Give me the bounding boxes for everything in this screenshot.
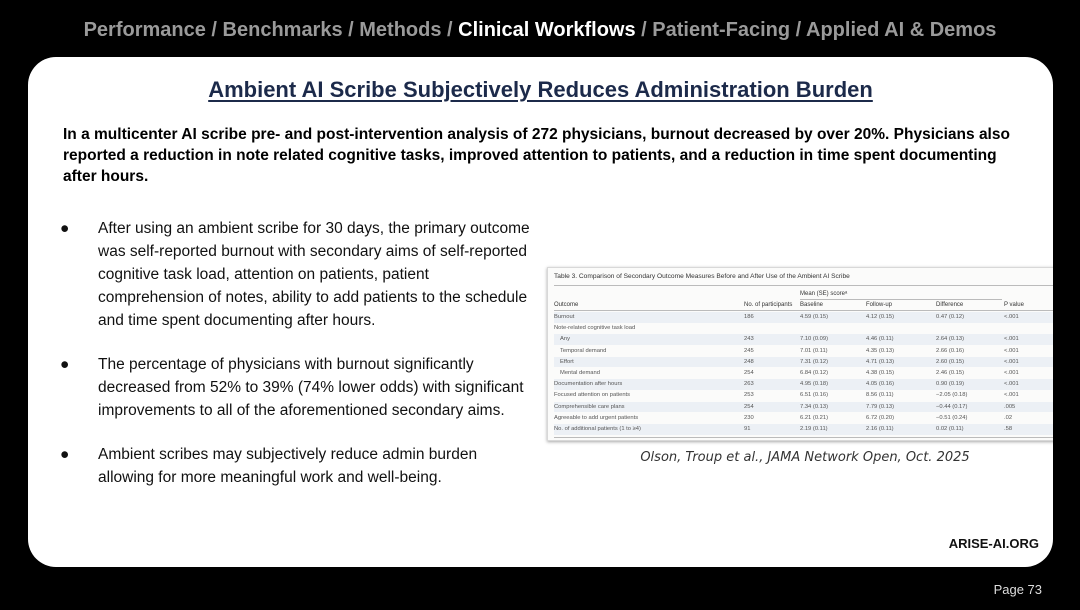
table-cell: <.001 [1004,314,1019,320]
table-cell: Effort [560,358,574,365]
table-row [554,379,1053,390]
table-cell: 6.51 (0.16) [800,392,829,399]
table-rule [800,299,1002,300]
nav-separator: / [790,19,807,41]
nav-separator: / [205,19,223,41]
bullet-icon: ● [60,220,70,237]
table-row [554,323,1053,334]
table-cell: Any [560,336,570,343]
nav-item-clinical-workflows[interactable]: Clinical Workflows [458,19,636,41]
summary-text: In a multicenter AI scribe pre- and post-intervention analysis of 272 physicians, burnout decreased by over 20%. Physicians also reported a reduction in note related cognitive tasks, improved attention to patients, and a reduction in time spent documenting after hours. [63,126,1010,185]
bullet-text: Ambient scribes may subjectively reduce admin burden allowing for more meaningful work and well-being. [98,446,478,486]
table-cell: Burnout [554,314,575,320]
table-cell: 2.16 (0.11) [866,426,894,432]
results-table-figure [547,267,1053,441]
table-cell: <.001 [1004,347,1019,354]
page-number: Page 73 [993,582,1042,597]
table-cell: 245 [744,347,754,354]
citation: Olson, Troup et al., JAMA Network Open, Oct. 2025 [640,450,970,465]
table-cell: 4.71 (0.13) [866,358,895,365]
table-cell: Temporal demand [560,347,607,354]
table-cell: 2.19 (0.11) [800,426,828,432]
table-row [554,368,1053,379]
table-header-cell: Baseline [800,302,824,308]
table-cell: 0.47 (0.12) [936,314,965,320]
table-cell: 4.12 (0.15) [866,314,895,320]
table-row [554,357,1053,368]
slide-title: Ambient AI Scribe Subjectively Reduces Administration Burden [208,77,873,102]
nav-separator: / [635,19,653,41]
table-cell: 6.21 (0.21) [800,414,829,421]
table-header-cell: No. of participants [744,302,793,308]
table-cell: <.001 [1004,336,1019,343]
table-cell: .005 [1004,403,1016,410]
table-cell: −0.51 (0.24) [936,414,968,421]
bullet-item [60,353,530,422]
table-cell: Documentation after hours [554,381,623,388]
table-cell: 0.02 (0.11) [936,426,964,432]
nav-item-performance[interactable]: Performance [83,19,206,41]
table-cell: 2.46 (0.15) [936,370,965,376]
table-cell: 6.72 (0.20) [866,414,895,421]
table-row [554,390,1053,401]
table-cell: 8.56 (0.11) [866,392,894,399]
nav-separator: / [441,19,459,41]
table-cell: 263 [744,381,754,388]
table-row [554,346,1053,357]
table-cell: 4.38 (0.15) [866,370,895,376]
table-cell: 253 [744,392,754,399]
table-cell: 2.64 (0.13) [936,336,965,343]
table-cell: 254 [744,370,754,376]
table-header-cell: Outcome [554,302,579,308]
bullet-text: The percentage of physicians with burnout significantly decreased from 52% to 39% (74% lower odds) with significant improvements to all of the aforementioned secondary aims. [98,356,524,419]
table-row [554,413,1053,424]
table-cell: 91 [744,426,751,432]
table-cell: 4.59 (0.15) [800,314,829,320]
table-row [554,312,1053,323]
table-cell: 186 [744,314,754,320]
table-group-header: Mean (SE) scoreᵃ [800,291,848,297]
table-cell: 7.79 (0.13) [866,403,895,410]
table-row [554,334,1053,345]
bullet-icon: ● [60,356,70,373]
nav-separator: / [342,19,360,41]
table-cell: Note-related cognitive task load [554,325,636,332]
nav-item-methods[interactable]: Methods [359,19,442,41]
table-header-cell: Follow-up [866,302,893,308]
table-cell: Focused attention on patients [554,392,631,399]
table-cell: <.001 [1004,370,1019,376]
table-cell: 0.90 (0.19) [936,381,965,388]
table-cell: Mental demand [560,370,600,376]
table-cell: 254 [744,403,754,410]
table-cell: <.001 [1004,392,1019,399]
table-rule [554,310,1053,311]
table-cell: .02 [1004,414,1013,421]
section-nav [0,19,1080,42]
table-cell: .58 [1004,426,1013,432]
table-rule [554,437,1053,438]
table-cell: −2.05 (0.18) [936,392,968,399]
table-cell: 4.35 (0.13) [866,347,895,354]
table-cell: 248 [744,358,754,365]
table-cell: 7.10 (0.09) [800,336,829,343]
table-cell: −0.44 (0.17) [936,403,968,410]
table-cell: 243 [744,336,754,343]
table-header-cell: P value [1004,302,1024,308]
nav-item-benchmarks[interactable]: Benchmarks [222,19,343,41]
table-row [554,402,1053,413]
slide-card [28,57,1053,567]
table-cell: 7.34 (0.13) [800,403,829,410]
table-header-cell: Difference [936,302,964,308]
bullet-item [60,217,530,332]
bullet-item [60,443,530,489]
table-rule [554,285,1053,286]
table-cell: Agreeable to add urgent patients [554,414,639,421]
table-caption: Table 3. Comparison of Secondary Outcome Measures Before and After Use of the Ambient AI Scribe [554,273,850,280]
table-cell: <.001 [1004,358,1019,365]
table-cell: 4.95 (0.18) [800,381,829,388]
table-row [554,424,1053,435]
table-cell: 2.60 (0.15) [936,358,965,365]
table-cell: 4.05 (0.16) [866,381,895,388]
table-cell: 7.01 (0.11) [800,347,828,354]
brand-label: ARISE-AI.ORG [948,536,1039,551]
table-cell: 4.46 (0.11) [866,336,894,343]
table-cell: <.001 [1004,381,1019,388]
table-cell: 6.84 (0.12) [800,370,829,376]
bullet-list [60,217,530,489]
bullet-icon: ● [60,446,70,463]
table-cell: 230 [744,414,754,421]
table-cell: No. of additional patients (1 to ≥4) [554,426,641,432]
nav-item-applied-ai-demos[interactable]: Applied AI & Demos [806,19,997,41]
bullet-text: After using an ambient scribe for 30 days, the primary outcome was self-reported burnout with secondary aims of self-reported cognitive task load, attention on patients, patient comprehension of notes, ability to add patients to the schedule and time spent documenting after hours. [98,220,530,329]
nav-item-patient-facing[interactable]: Patient-Facing [652,19,791,41]
table-cell: 2.66 (0.16) [936,347,965,354]
table-cell: Comprehensible care plans [554,403,625,410]
table-cell: 7.31 (0.12) [800,358,829,365]
